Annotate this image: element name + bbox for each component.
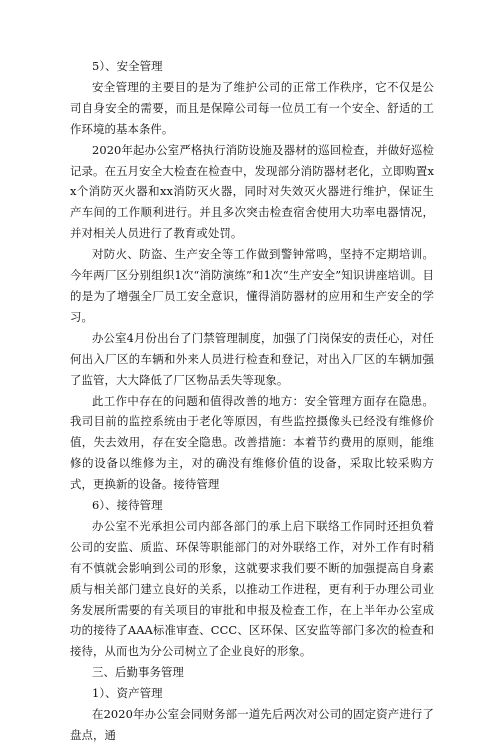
paragraph-safety-training: 对防火、防盗、生产安全等工作做到警钟常鸣，坚持不定期培训。今年两厂区分别组织1次“消防演练”和1次“生产安全”知识讲座培训。目的是为了增强全厂员工安全意识，懂得消防器材的应用和生产安全的学习。 [70,247,434,324]
paragraph-safety-purpose: 安全管理的主要目的是为了维护公司的正常工作秩序，它不仅是公司自身安全的需要，而且是保障公司每一位员工有一个安全、舒适的工作环境的基本条件。 [70,79,434,136]
paragraph-improvement: 此工作中存在的问题和值得改善的地方：安全管理方面存在隐患。我司目前的监控系统由于老化等原因，有些监控摄像头已经没有维修价值，失去效用，存在安全隐患。改善措施：本着节约费用的原则，能维修的设备以维修为主，对的确没有维修价值的设备，采取比较采购方式，更换新的设备。接待管理 [70,393,434,492]
paragraph-fire-inspection: 2020年起办公室严格执行消防设施及器材的巡回检查，并做好巡检记录。在五月安全大检查在检查中，发现部分消防器材老化，立即购置xx个消防灭火器和xx消防灭火器，同时对失效灭火器进行维护，保证生产车间的工作顺利进行。并且多次突击检查宿舍使用大功率电器情况，并对相关人员进行了教育或处罚。 [70,142,434,241]
section-heading-safety: 5）、安全管理 [92,59,163,73]
document-body [70,56,434,746]
section-heading-reception: 6）、接待管理 [92,498,163,513]
paragraph-assets: 在2020年办公室会同财务部一道先后两次对公司的固定资产进行了盘点，通 [70,707,434,742]
paragraph-access-control: 办公室4月份出台了门禁管理制度，加强了门岗保安的责任心，对任何出入厂区的车辆和外来人员进行检查和登记，对出入厂区的车辆加强了监管，大大降低了厂区物品丢失等现象。 [70,330,434,387]
paragraph-reception: 办公室不光承担公司内部各部门的承上启下联络工作同时还担负着公司的安监、质监、环保等职能部门的对外联络工作，对外工作有时稍有不慎就会影响到公司的形象，这就要求我们要不断的加强提高自身素质与相关部门建立良好的关系，以推动工作进程，更有利于办理公司业务发展所需要的有关项目的审批和申报及检查工作，在上半年办公室成功的接待了AAA标准审查、CCC、区环保、区安监等部门多次的检查和接待，从而也为分公司树立了企业良好的形象。 [70,518,434,659]
section-heading-logistics: 三、后勤事务管理 [92,665,184,680]
section-heading-assets: 1）、资产管理 [92,686,163,701]
